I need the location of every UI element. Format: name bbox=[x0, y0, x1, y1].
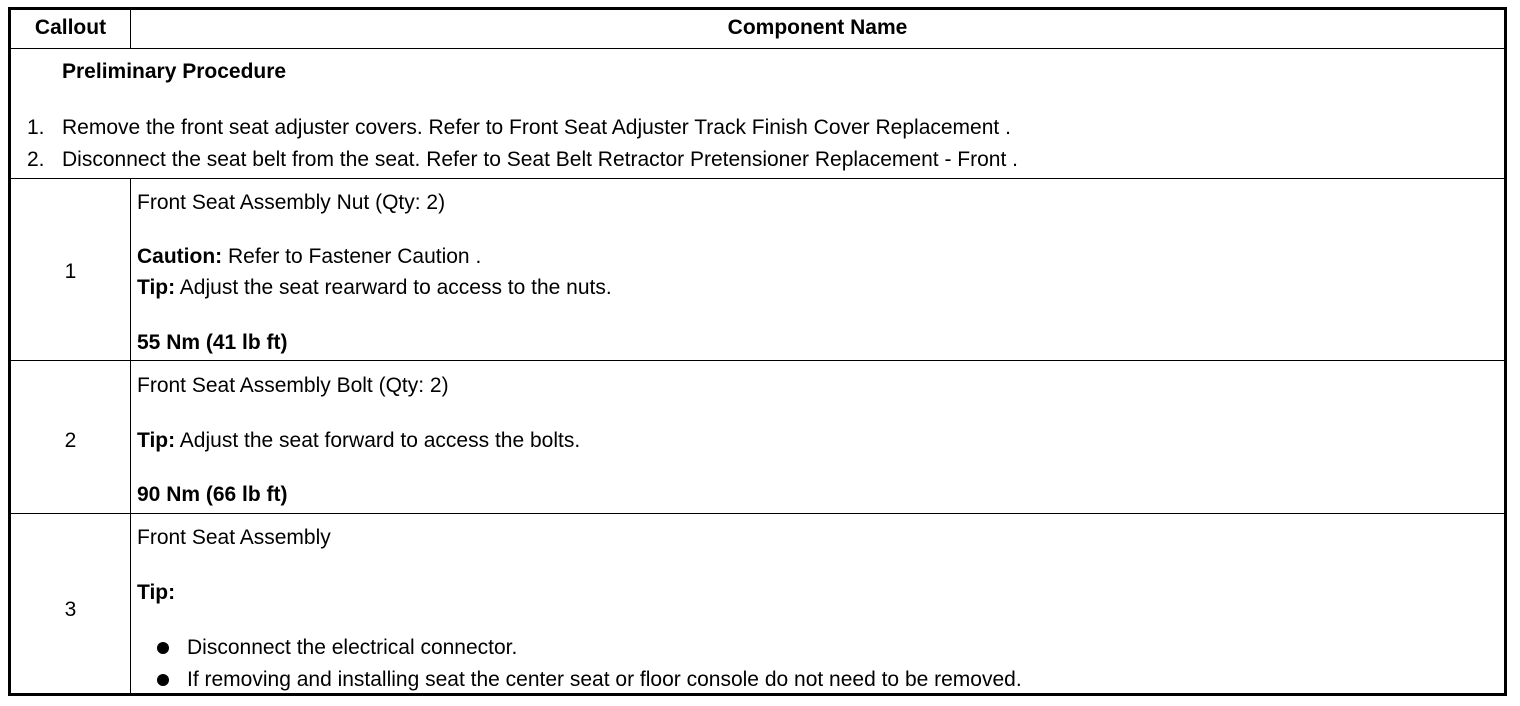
component-name: Front Seat Assembly Nut (Qty: 2) bbox=[137, 191, 446, 214]
caution-label: Caution: bbox=[137, 245, 223, 268]
step-number: 1. bbox=[27, 116, 45, 139]
caution-line bbox=[137, 245, 481, 269]
header-component-name: Component Name bbox=[727, 16, 908, 39]
caution-text: Refer to Fastener Caution . bbox=[222, 245, 482, 268]
tip-line bbox=[137, 276, 612, 300]
bullet-text: If removing and installing seat the center seat or floor console do not need to be removed. bbox=[187, 668, 1022, 691]
callout-number: 1 bbox=[64, 260, 77, 283]
tip-label: Tip: bbox=[137, 581, 176, 604]
tip-label: Tip: bbox=[137, 429, 176, 452]
preliminary-title: Preliminary Procedure bbox=[62, 60, 287, 83]
torque-spec: 90 Nm (66 lb ft) bbox=[137, 483, 288, 506]
step-text: Remove the front seat adjuster covers. Refer to Front Seat Adjuster Track Finish Cover Replacement . bbox=[62, 116, 1011, 139]
component-name: Front Seat Assembly Bolt (Qty: 2) bbox=[137, 374, 449, 397]
step-text: Disconnect the seat belt from the seat. Refer to Seat Belt Retractor Pretensioner Replacement - Front . bbox=[62, 148, 1018, 171]
callout-number: 3 bbox=[64, 598, 77, 621]
row-divider bbox=[11, 178, 1504, 179]
header-divider bbox=[11, 48, 1504, 49]
procedure-table bbox=[8, 7, 1507, 696]
callout-number: 2 bbox=[64, 429, 77, 452]
tip-label: Tip: bbox=[137, 276, 176, 299]
column-divider bbox=[130, 178, 131, 693]
torque-spec: 55 Nm (41 lb ft) bbox=[137, 331, 288, 354]
bullet-text: Disconnect the electrical connector. bbox=[187, 636, 518, 659]
tip-text: Adjust the seat forward to access the bolts. bbox=[175, 429, 581, 452]
step-number: 2. bbox=[27, 148, 45, 171]
bullet-icon bbox=[157, 642, 169, 654]
row-divider bbox=[11, 360, 1504, 361]
row-divider bbox=[11, 513, 1504, 514]
bullet-icon bbox=[157, 674, 169, 686]
component-name: Front Seat Assembly bbox=[137, 526, 331, 549]
header-callout: Callout bbox=[34, 16, 107, 39]
tip-line bbox=[137, 429, 580, 453]
tip-text: Adjust the seat rearward to access to the nuts. bbox=[175, 276, 612, 299]
